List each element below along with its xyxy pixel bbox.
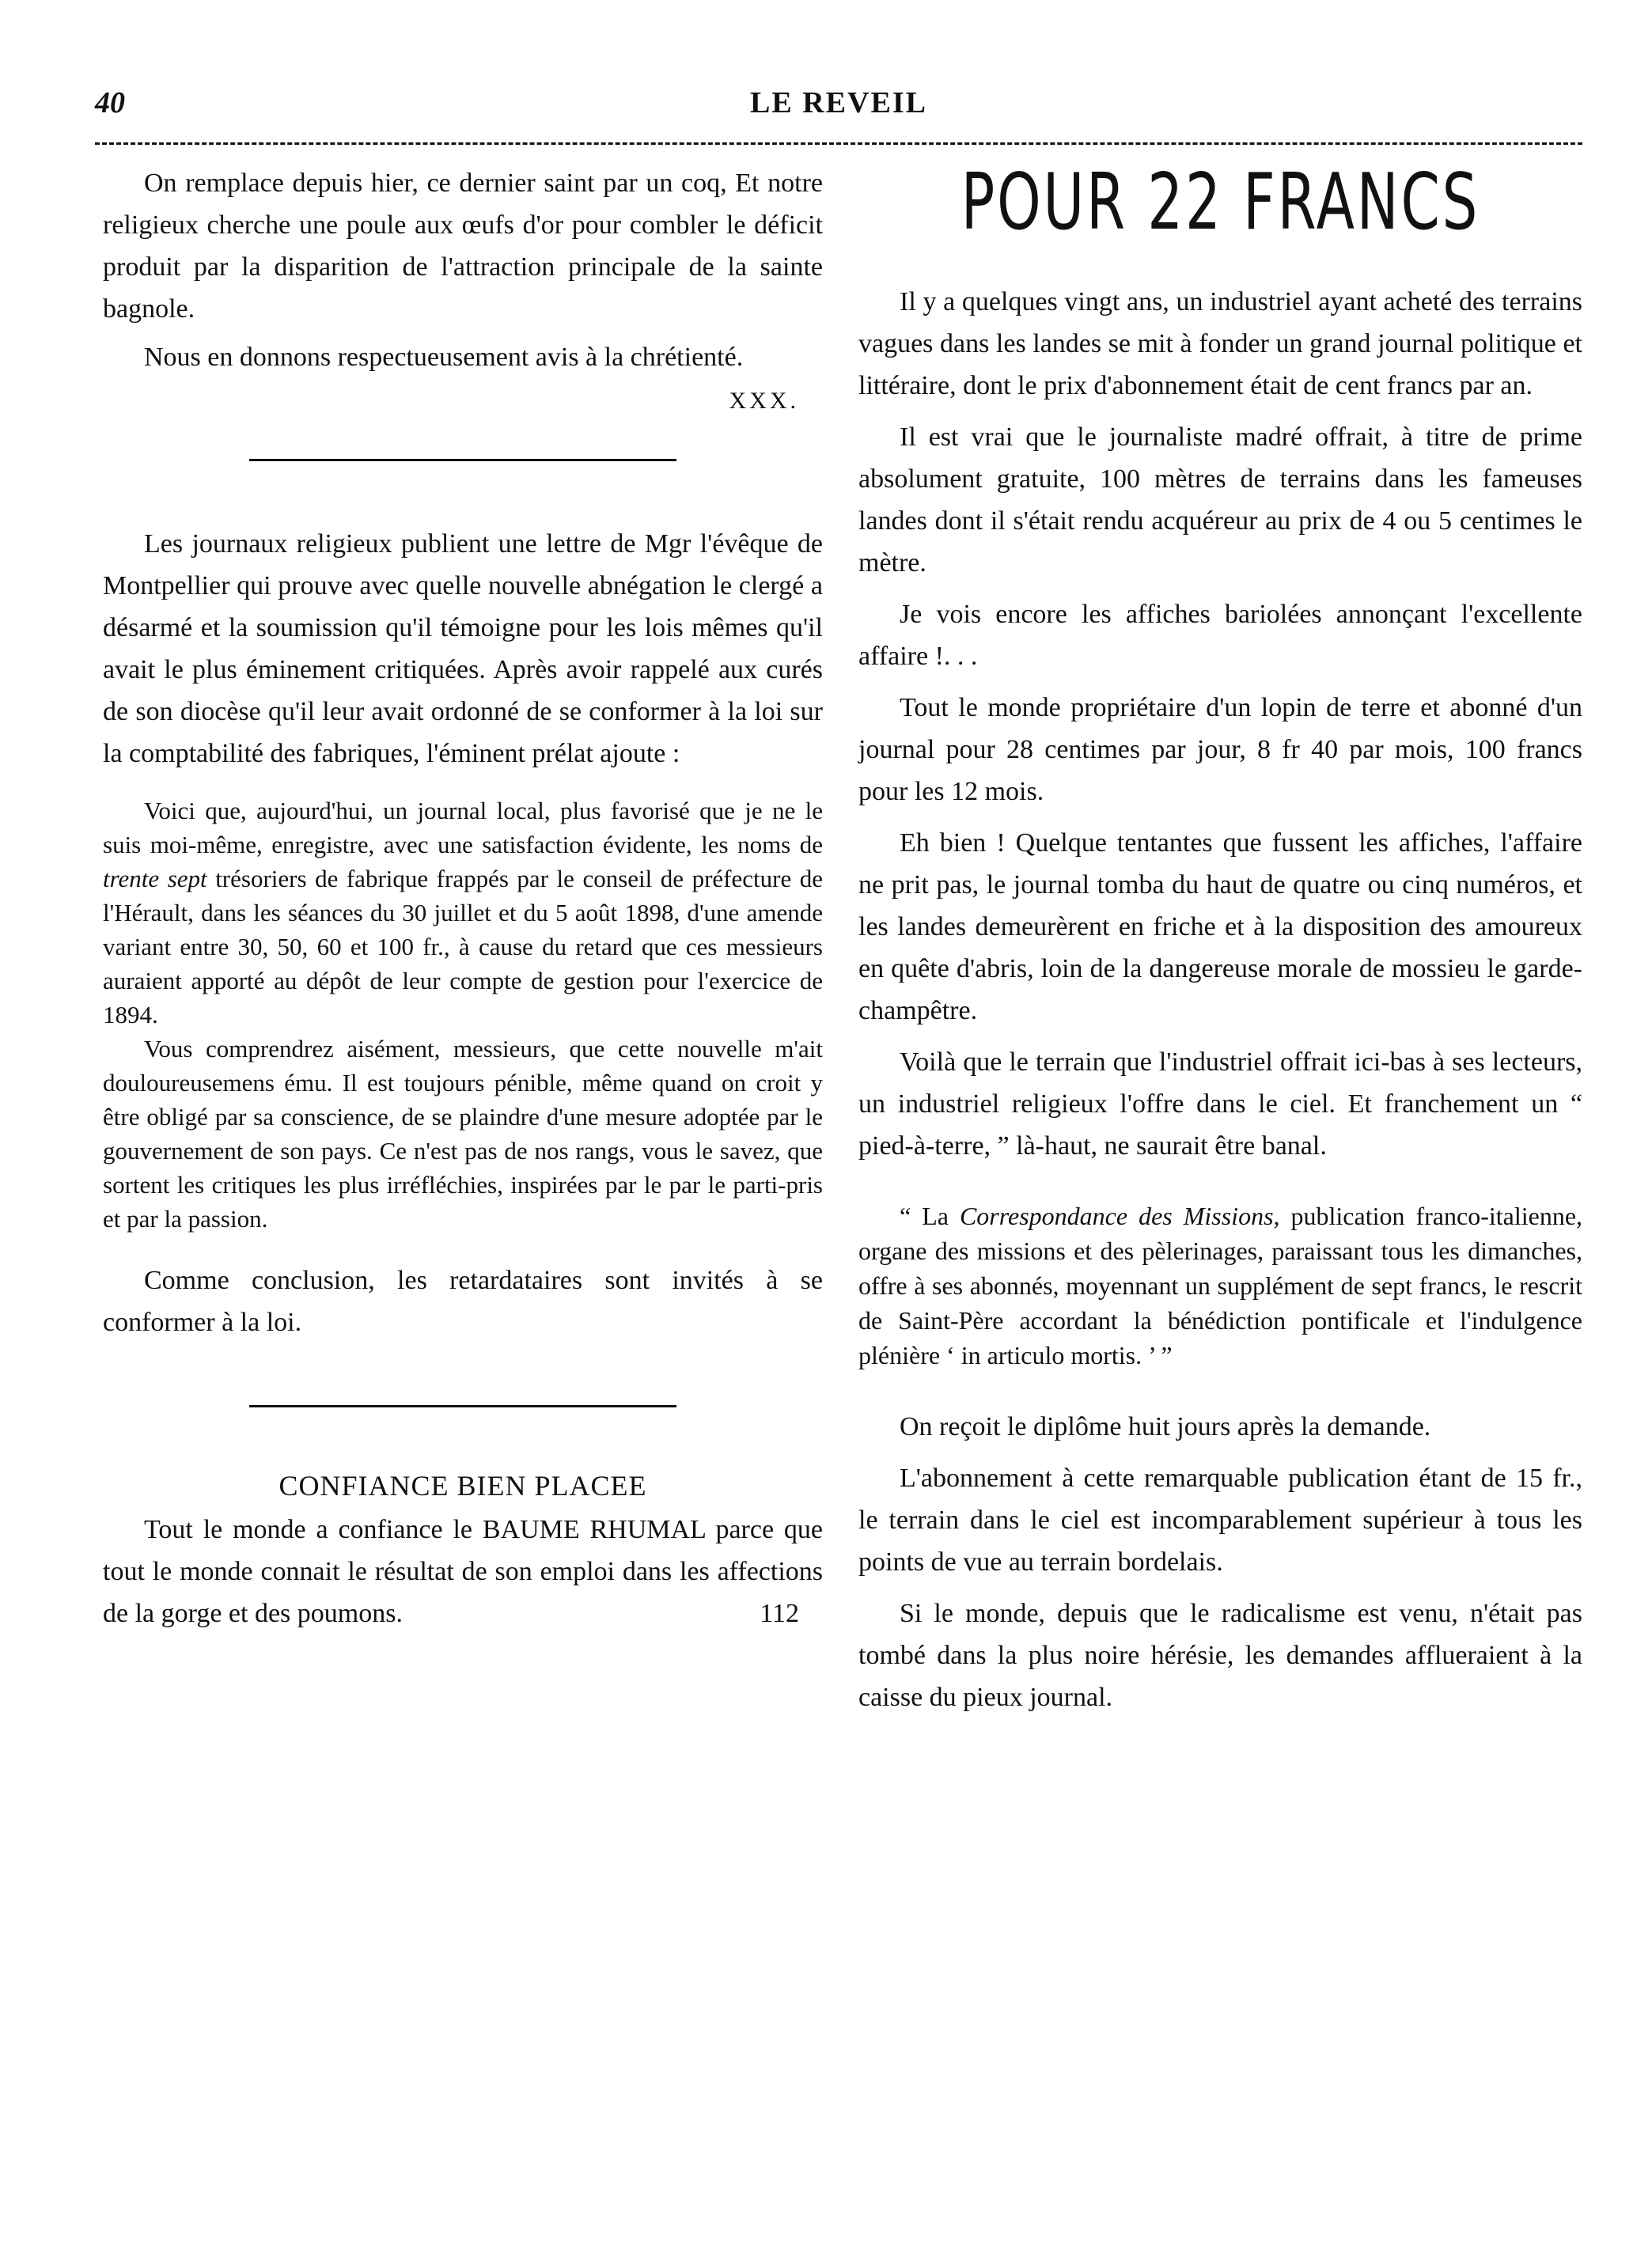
left-column bbox=[103, 162, 823, 1634]
section-divider bbox=[249, 1405, 676, 1407]
article-paragraph: Les journaux religieux publient une lettre de Mgr l'évêque de Montpellier qui prouve avec quelle nouvelle abnégation le clergé a désarmé et la soumission qu'il témoigne pour les lois mêmes qu'il avait le plus éminement critiquées. Après avoir rappelé aux curés de son diocèse qu'il leur avait ordonné de se conformer à la loi sur la comptabilité des fabriques, l'éminent prélat ajoute : bbox=[103, 529, 823, 768]
article-paragraph: Eh bien ! Quelque tentantes que fussent les affiches, l'affaire ne prit pas, le journal tomba du haut de quatre ou cinq numéros, et les landes demeurèrent en friche et à la disposition des amoureux en quête d'abris, loin de la dangereuse morale de mossieu le garde-champêtre. bbox=[858, 828, 1582, 1025]
quote-paragraph: Vous comprendrez aisément, messieurs, que cette nouvelle m'ait douloureusemens ému. Il est toujours pénible, même quand on croit y être obligé par sa conscience, de se plaindre d'une mesure adoptée par le gouvernement de son pays. Ce n'est pas de nos rangs, vous le savez, que sortent les critiques les plus irréfléchies, inspirées par le par le parti-pris et par la passion. bbox=[103, 1035, 823, 1233]
quote-italic-text: trente sept bbox=[103, 865, 207, 892]
advertisement-text: Tout le monde a confiance le BAUME RHUMAL parce que tout le monde connait le résultat de son emploi dans les affections de la gorge et des poumons. bbox=[103, 1515, 823, 1628]
article-paragraph: Si le monde, depuis que le radicalisme est venu, n'était pas tombé dans la plus noire hérésie, les demandes afflueraient à la caisse du pieux journal. bbox=[858, 1599, 1582, 1712]
quote-paragraph bbox=[858, 1199, 1582, 1373]
section-divider bbox=[249, 459, 676, 461]
quote-text: publication franco-italienne, organe des missions et des pèlerinages, paraissant tous les dimanches, offre à ses abonnés, moyennant un supplément de sept francs, le rescrit de Saint-Père accordant la bénédiction pontificale et l'indulgence plénière ‘ in articulo mortis. ’ ” bbox=[858, 1202, 1583, 1369]
page-header bbox=[95, 85, 1582, 133]
section-title: CONFIANCE BIEN PLACEE bbox=[278, 1470, 647, 1502]
article-paragraph: Comme conclusion, les retardataires sont invités à se conformer à la loi. bbox=[103, 1266, 823, 1337]
article-paragraph: On reçoit le diplôme huit jours après la demande. bbox=[900, 1412, 1431, 1441]
quote-text: “ La bbox=[900, 1202, 949, 1230]
page-number: 40 bbox=[95, 86, 125, 119]
headline-wrap bbox=[858, 151, 1582, 262]
article-paragraph: Il y a quelques vingt ans, un industriel ayant acheté des terrains vagues dans les landes se mit à fonder un grand journal politique et littéraire, dont le prix d'abonnement était de cent francs par an. bbox=[858, 287, 1582, 400]
header-rule bbox=[95, 142, 1582, 145]
article-paragraph: On remplace depuis hier, ce dernier saint par un coq, Et notre religieux cherche une poule aux œufs d'or pour combler le déficit produit par la disparition de l'attraction principale de la sainte bagnole. bbox=[103, 169, 823, 324]
article-paragraph: Tout le monde propriétaire d'un lopin de terre et abonné d'un journal pour 28 centimes par jour, 8 fr 40 par mois, 100 francs pour les 12 mois. bbox=[858, 693, 1582, 806]
article-paragraph: Je vois encore les affiches bariolées annonçant l'excellente affaire !. . . bbox=[858, 600, 1582, 671]
right-column bbox=[858, 157, 1583, 1728]
advertisement-paragraph bbox=[103, 1509, 823, 1634]
quote-text: trésoriers de fabrique frappés par le conseil de préfecture de l'Hérault, dans les séances du 30 juillet et du 5 août 1898, d'une amende variant entre 30, 50, 60 et 100 fr., à cause du retard que ces messieurs auraient apporté au dépôt de leur compte de gestion pour l'exercice de 1894. bbox=[103, 865, 824, 1028]
journal-name: LE REVEIL bbox=[750, 86, 927, 119]
article-paragraph: Nous en donnons respectueusement avis à la chrétienté. bbox=[144, 343, 744, 372]
quoted-letter bbox=[103, 793, 823, 1236]
quote-italic-text: Correspondance des Missions, bbox=[959, 1202, 1280, 1230]
quoted-advertisement bbox=[858, 1199, 1582, 1373]
article-paragraph: L'abonnement à cette remarquable publication étant de 15 fr., le terrain dans le ciel est incomparablement supérieur à tous les points de vue au terrain bordelais. bbox=[858, 1464, 1582, 1577]
signature: XXX. bbox=[729, 388, 799, 414]
headline: POUR 22 FRANCS bbox=[961, 157, 1480, 248]
article-paragraph: Voilà que le terrain que l'industriel offrait ici-bas à ses lecteurs, un industriel religieux l'offre dans le ciel. Et franchement un “ pied-à-terre, ” là-haut, ne saurait être banal. bbox=[858, 1047, 1582, 1161]
quote-paragraph bbox=[103, 793, 823, 1032]
advertisement-number: 112 bbox=[760, 1599, 799, 1628]
article-paragraph: Il est vrai que le journaliste madré offrait, à titre de prime absolument gratuite, 100 mètres de terrains dans les fameuses landes dont il s'était rendu acquéreur au prix de 4 ou 5 centimes le mètre. bbox=[858, 422, 1582, 578]
quote-text: Voici que, aujourd'hui, un journal local, plus favorisé que je ne le suis moi-même, enregistre, avec une satisfaction évidente, les noms de bbox=[103, 797, 823, 858]
